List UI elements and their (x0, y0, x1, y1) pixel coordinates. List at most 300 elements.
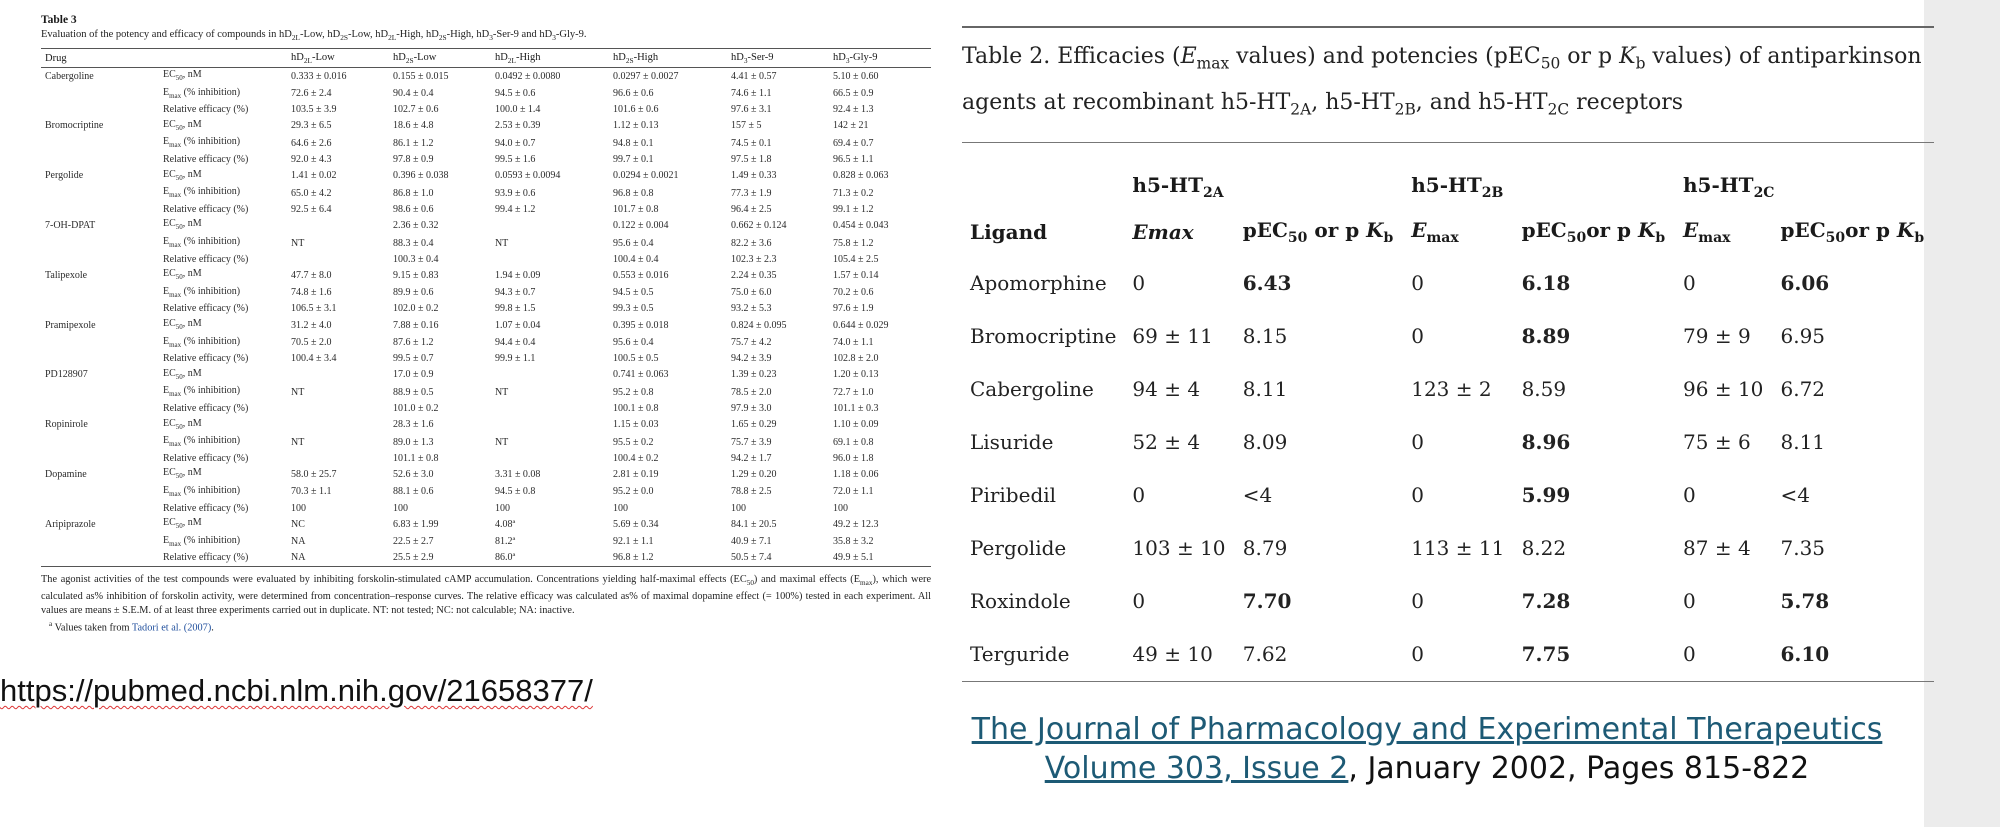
table3-parameter-cell: Relative efficacy (%) (163, 452, 249, 464)
table2-potency-cell: 8.59 (1521, 377, 1567, 402)
table3-row (41, 135, 931, 153)
table3-value-cell: 0.741 ± 0.063 (612, 369, 669, 381)
table3-value-cell: 95.6 ± 0.4 (612, 337, 654, 349)
table3-value-cell (491, 417, 609, 435)
table3-parameter-cell: $EC_{50}$, nM (163, 218, 202, 232)
table3-value-cell: 95.2 ± 0.0 (612, 486, 654, 498)
table3-drug-cell: Ropinirole (45, 419, 88, 431)
table3-value-cell: 84.1 ± 20.5 (731, 518, 777, 530)
table3-drug-cell: 7-OH-DPAT (45, 219, 96, 231)
table3-value-cell: 66.5 ± 0.9 (832, 88, 874, 100)
table2-emax-header: $E_{max}$ (1411, 217, 1459, 246)
table3-row (41, 103, 931, 118)
table2-potency-cell: 6.18 (1521, 271, 1571, 296)
table3-value-cell: 100.1 ± 0.8 (612, 402, 659, 414)
table3-drug-cell (41, 484, 159, 502)
table3-parameter-cell: Relative efficacy (%) (163, 203, 249, 215)
table2-emax-cell: 0 (1411, 430, 1424, 455)
table2-receptor-header: $h5-HT_{2C}$ (1683, 172, 1775, 201)
table3-value-cell: 0.0297 ± 0.0027 (612, 70, 679, 82)
table2-potency-cell: 7.62 (1242, 642, 1288, 667)
table3-row (41, 285, 931, 303)
table3-drug-cell (41, 135, 159, 153)
table3-label: Table 3 (41, 14, 77, 26)
table3-parameter-cell: Relative efficacy (%) (163, 253, 249, 265)
table3-value-cell: 78.5 ± 2.0 (731, 386, 772, 398)
table3-drug-cell (41, 402, 159, 417)
table2-emax-cell: 113 ± 11 (1411, 536, 1505, 561)
table3-parameter-cell: $EC_{50}$, nM (163, 517, 202, 531)
table3-value-cell: 4.41 ± 0.57 (731, 70, 777, 82)
table2-potency-cell: 8.11 (1242, 377, 1288, 402)
table2-potency-header: pEC$_{50}$or p $K_b$ (1521, 217, 1666, 246)
table3-column-header: $hD_{2S}$-Low (389, 49, 491, 68)
table3-parameter-cell: $E_{max}$ (% inhibition) (163, 484, 241, 498)
table3-value-cell: 88.3 ± 0.4 (392, 237, 434, 249)
table3-value-cell: 1.39 ± 0.23 (731, 369, 777, 381)
table3-drug-cell (41, 253, 159, 268)
table3-row (41, 86, 931, 104)
table3-parameter-cell: $EC_{50}$, nM (163, 467, 202, 481)
table3-value-cell: 58.0 ± 25.7 (291, 468, 337, 480)
table2-emax-cell: 0 (1132, 589, 1146, 614)
table3-value-cell: 142 ± 21 (832, 120, 869, 132)
table2-potency-header: pEC$_{50}$or p $K_b$ (1780, 217, 1925, 246)
table3-value-cell (287, 217, 389, 235)
table2-potency-cell: 8.09 (1242, 430, 1288, 455)
table3-value-cell: 65.0 ± 4.2 (291, 187, 332, 199)
table3-value-cell: 64.6 ± 2.6 (291, 137, 332, 149)
table3-column-header: Drug (41, 49, 159, 68)
table2-row (962, 469, 1934, 522)
table3-value-cell: NT (291, 436, 305, 448)
table3-value-cell: 93.9 ± 0.6 (494, 187, 536, 199)
table3-value-cell: 105.4 ± 2.5 (832, 253, 879, 265)
table3-value-cell (491, 253, 609, 268)
table3-value-cell: 74.0 ± 1.1 (832, 337, 874, 349)
table3-value-cell: 100.5 ± 0.5 (612, 353, 659, 365)
table3-value-cell: 25.5 ± 2.9 (389, 551, 491, 566)
table3-parameter-cell: $E_{max}$ (% inhibition) (163, 136, 241, 150)
table2-blank-header (962, 142, 1124, 207)
table3-drug-cell (41, 86, 159, 104)
table3-value-cell: 70.5 ± 2.0 (291, 337, 332, 349)
table3-value-cell: 102.8 ± 2.0 (832, 353, 879, 365)
table3-value-cell (287, 367, 389, 385)
table3-column-header: $hD_{2L}$-Low (287, 49, 389, 68)
table2-potency-cell: 8.89 (1521, 324, 1571, 349)
table3-drug-cell (41, 153, 159, 168)
table3-value-cell: 99.4 ± 1.2 (494, 203, 536, 215)
table3-value-cell: NT (291, 386, 305, 398)
table2-row (962, 257, 1934, 310)
table3-data-table (41, 48, 931, 567)
table3-value-cell: NC (291, 518, 305, 530)
table3-value-cell: NT (494, 386, 509, 398)
table3-value-cell: 0.828 ± 0.063 (832, 170, 889, 182)
table3-value-cell: 99.3 ± 0.5 (612, 303, 654, 315)
table3-value-cell: 82.2 ± 3.6 (731, 237, 772, 249)
table2-row (962, 628, 1934, 682)
table3-value-cell: 97.9 ± 3.0 (731, 402, 772, 414)
table2-row (962, 575, 1934, 628)
table3-drug-cell (41, 352, 159, 367)
table2-emax-cell: 103 ± 10 (1132, 536, 1226, 561)
table2-potency-cell: 8.79 (1242, 536, 1288, 561)
table3-value-cell: 99.5 ± 0.7 (392, 353, 434, 365)
table3-value-cell: 28.3 ± 1.6 (392, 419, 434, 431)
table3-row (41, 551, 931, 566)
table2-emax-cell: 0 (1683, 271, 1696, 296)
table2-figure (962, 26, 1934, 682)
table3-value-cell: 35.8 ± 3.2 (832, 536, 874, 548)
reference-prefix: Values taken from (54, 622, 130, 634)
table3-value-cell: 47.7 ± 8.0 (291, 269, 332, 281)
table3-value-cell: 96.4 ± 2.5 (731, 203, 772, 215)
table3-value-cell: 103.5 ± 3.9 (291, 104, 337, 116)
table3-column-header: $hD_3-Gly-9$ (829, 49, 931, 68)
table2-data-table (962, 142, 1934, 682)
table3-value-cell: 98.6 ± 0.6 (392, 203, 434, 215)
table3-value-cell (491, 402, 609, 417)
table2-row (962, 522, 1934, 575)
table2-potency-cell: 8.15 (1242, 324, 1288, 349)
table2-emax-cell: 96 ± 10 (1683, 377, 1764, 402)
table3-column-header: $hD_3-Ser-9$ (727, 49, 829, 68)
table3-value-cell: 1.94 ± 0.09 (494, 269, 541, 281)
table3-row (41, 185, 931, 203)
table3-value-cell: 75.0 ± 6.0 (731, 287, 772, 299)
table3-value-cell (491, 367, 609, 385)
table3-value-cell: 2.36 ± 0.32 (392, 219, 439, 231)
table3-drug-cell: Aripiprazole (45, 518, 96, 530)
table3-value-cell: 100.4 ± 0.2 (612, 452, 659, 464)
table2-receptor-row (962, 142, 1934, 207)
table2-receptor-header: $h5-HT_{2B}$ (1411, 172, 1504, 201)
table2-emax-cell: 87 ± 4 (1683, 536, 1751, 561)
table3-row (41, 168, 931, 186)
table3-value-cell: 96.0 ± 1.8 (832, 452, 874, 464)
table3-value-cell: 100.4 ± 3.4 (291, 353, 337, 365)
table3-value-cell: 49.9 ± 5.1 (829, 551, 931, 566)
table3-drug-cell (41, 384, 159, 402)
table2-potency-header: pEC$_{50}$ or p $K_b$ (1242, 217, 1394, 246)
table3-column-header (159, 49, 287, 68)
table3-value-cell: 78.8 ± 2.5 (731, 486, 772, 498)
table3-value-cell: 102.0 ± 0.2 (392, 303, 439, 315)
pubmed-url[interactable]: https://pubmed.ncbi.nlm.nih.gov/21658377/ (0, 673, 593, 708)
table3-value-cell: 3.31 ± 0.08 (494, 468, 541, 480)
table2-ligand-cell: Piribedil (970, 483, 1057, 508)
journal-link-title[interactable]: The Journal of Pharmacology and Experimental Therapeutics (971, 712, 1883, 747)
table3-value-cell: 94.2 ± 1.7 (731, 452, 772, 464)
table3-parameter-cell: Relative efficacy (%) (163, 154, 249, 166)
table3-value-cell: 94.0 ± 0.7 (494, 137, 536, 149)
table3-value-cell: 157 ± 5 (731, 120, 762, 132)
table3-value-cell: 100.3 ± 0.4 (392, 253, 439, 265)
table2-potency-cell: 5.78 (1780, 589, 1830, 614)
window-scrollbar-strip[interactable] (1924, 0, 2000, 827)
table3-value-cell: 94.5 ± 0.5 (612, 287, 654, 299)
table3-value-cell: 18.6 ± 4.8 (392, 120, 434, 132)
table3-value-cell: 0.0492 ± 0.0080 (494, 70, 561, 82)
table3-value-cell: 0.396 ± 0.038 (392, 170, 449, 182)
table3-value-cell: 96.8 ± 1.2 (609, 551, 727, 566)
table3-value-cell: NA (291, 536, 306, 548)
table3-value-cell: 95.6 ± 0.4 (612, 237, 654, 249)
table3-value-cell: 95.5 ± 0.2 (612, 436, 654, 448)
table2-potency-cell: 6.43 (1242, 271, 1292, 296)
table3-value-cell: 94.8 ± 0.1 (612, 137, 654, 149)
table3-value-cell: 77.3 ± 1.9 (731, 187, 772, 199)
table3-value-cell: 94.4 ± 0.4 (494, 337, 536, 349)
table3-value-cell: 1.12 ± 0.13 (612, 120, 659, 132)
table3-value-cell: 5.10 ± 0.60 (832, 70, 879, 82)
table3-parameter-cell: Relative efficacy (%) (163, 353, 249, 365)
table3-value-cell: 97.5 ± 1.8 (731, 154, 772, 166)
table3-row (41, 302, 931, 317)
table3-value-cell: 52.6 ± 3.0 (392, 468, 434, 480)
table3-value-cell: 75.7 ± 3.9 (731, 436, 772, 448)
table2-emax-header: Emax (1132, 219, 1194, 244)
table3-value-cell: 1.15 ± 0.03 (612, 419, 659, 431)
table3-parameter-cell: $EC_{50}$, nM (163, 367, 202, 381)
table3-value-cell: 101.1 ± 0.8 (392, 452, 439, 464)
table3-parameter-cell: $EC_{50}$, nM (163, 268, 202, 282)
table2-potency-cell: 6.06 (1780, 271, 1830, 296)
table2-emax-cell: 79 ± 9 (1683, 324, 1751, 349)
table2-emax-cell: 0 (1683, 483, 1696, 508)
table3-row (41, 317, 931, 335)
table3-value-cell: 88.1 ± 0.6 (392, 486, 434, 498)
table2-emax-cell: 0 (1683, 642, 1696, 667)
table3-value-cell: 0.0593 ± 0.0094 (494, 170, 561, 182)
table2-emax-cell: 0 (1411, 324, 1424, 349)
table3-value-cell: 2.24 ± 0.35 (731, 269, 777, 281)
table3-value-cell: 0.454 ± 0.043 (832, 219, 889, 231)
table3-row (41, 516, 931, 534)
table3-row (41, 352, 931, 367)
table3-value-cell: 100.4 ± 0.4 (612, 253, 659, 265)
table3-row (41, 335, 931, 353)
table3-value-cell: 40.9 ± 7.1 (731, 536, 772, 548)
table3-parameter-cell: Relative efficacy (%) (163, 502, 249, 514)
table3-value-cell: 75.8 ± 1.2 (832, 237, 874, 249)
table3-value-cell: 81.2ª (494, 536, 516, 548)
table3-value-cell: 22.5 ± 2.7 (392, 536, 434, 548)
reference-link[interactable]: Tadori et al. (2007) (131, 622, 212, 634)
table3-drug-cell (41, 335, 159, 353)
table3-value-cell: 94.3 ± 0.7 (494, 287, 536, 299)
table3-value-cell: 0.395 ± 0.018 (612, 319, 669, 331)
table3-value-cell: 0.0294 ± 0.0021 (612, 170, 679, 182)
journal-link-issue[interactable]: Volume 303, Issue 2 (1044, 751, 1349, 786)
table3-drug-cell: Pergolide (45, 170, 84, 182)
table3-value-cell: 70.3 ± 1.1 (291, 486, 332, 498)
table3-value-cell: 101.7 ± 0.8 (612, 203, 659, 215)
table2-potency-cell: 6.72 (1780, 377, 1826, 402)
table3-value-cell: 93.2 ± 5.3 (731, 303, 772, 315)
table3-value-cell (287, 253, 389, 268)
table2-ligand-cell: Apomorphine (970, 271, 1107, 296)
reference-suffix: . (211, 622, 214, 634)
table3-value-cell: 71.3 ± 0.2 (832, 187, 874, 199)
table3-value-cell: 99.1 ± 1.2 (832, 203, 874, 215)
table3-value-cell: 72.0 ± 1.1 (832, 486, 874, 498)
table3-row (41, 466, 931, 484)
table3-parameter-cell: $E_{max}$ (% inhibition) (163, 435, 241, 449)
table3-value-cell: 29.3 ± 6.5 (291, 120, 332, 132)
table3-value-cell: 100.0 ± 1.4 (494, 104, 541, 116)
table3-parameter-cell: $E_{max}$ (% inhibition) (163, 534, 241, 548)
table3-value-cell: 96.5 ± 1.1 (832, 154, 874, 166)
table3-value-cell: 0.824 ± 0.095 (731, 319, 787, 331)
table3-row (41, 434, 931, 452)
table3-value-cell: 1.20 ± 0.13 (832, 369, 879, 381)
table2-row (962, 363, 1934, 416)
table3-value-cell: 102.7 ± 0.6 (392, 104, 439, 116)
table3-value-cell: 31.2 ± 4.0 (291, 319, 332, 331)
table3-value-cell: 9.15 ± 0.83 (392, 269, 439, 281)
table3-value-cell (287, 402, 389, 417)
table2-row (962, 310, 1934, 363)
table2-ligand-cell: Lisuride (970, 430, 1054, 455)
table3-value-cell: 100 (291, 502, 306, 514)
table2-ligand-cell: Pergolide (970, 536, 1067, 561)
table3-value-cell: 0.662 ± 0.124 (731, 219, 787, 231)
table3-drug-cell (41, 534, 159, 552)
table3-parameter-cell: Relative efficacy (%) (159, 551, 287, 566)
table2-subheader-row (962, 207, 1934, 257)
table3-value-cell: 1.18 ± 0.06 (832, 468, 879, 480)
table3-parameter-cell: Relative efficacy (%) (163, 104, 249, 116)
table3-value-cell: 100 (392, 502, 408, 514)
table3-value-cell: 1.29 ± 0.20 (731, 468, 777, 480)
table3-value-cell: NT (494, 237, 509, 249)
table2-potency-cell: 8.22 (1521, 536, 1567, 561)
table3-value-cell: 50.5 ± 7.4 (727, 551, 829, 566)
table3-row (41, 484, 931, 502)
table2-potency-cell: 7.75 (1521, 642, 1571, 667)
table3-value-cell: 1.10 ± 0.09 (832, 419, 879, 431)
table3-value-cell: 49.2 ± 12.3 (832, 518, 879, 530)
table3-value-cell: 88.9 ± 0.5 (392, 386, 434, 398)
table3-header-row (41, 49, 931, 68)
table3-parameter-cell: $EC_{50}$, nM (163, 168, 202, 182)
table3-value-cell: 70.2 ± 0.6 (832, 287, 874, 299)
table3-drug-cell (41, 551, 159, 566)
table2-row (962, 416, 1934, 469)
table2-ligand-cell: Cabergoline (970, 377, 1094, 402)
table3-value-cell: 94.5 ± 0.6 (494, 88, 536, 100)
table3-value-cell: 100 (494, 502, 510, 514)
table3-value-cell: 90.4 ± 0.4 (392, 88, 434, 100)
table3-value-cell: 101.1 ± 0.3 (832, 402, 879, 414)
table3-drug-cell (41, 203, 159, 218)
journal-citation (948, 710, 1906, 788)
table3-value-cell: NT (291, 237, 305, 249)
table3-value-cell: 89.9 ± 0.6 (392, 287, 434, 299)
table3-row (41, 384, 931, 402)
table2-ligand-header: Ligand (970, 219, 1048, 244)
table3-value-cell: 97.6 ± 3.1 (731, 104, 772, 116)
table2-potency-cell: <4 (1242, 483, 1273, 508)
table3-value-cell: 72.7 ± 1.0 (832, 386, 874, 398)
table3-value-cell (287, 417, 389, 435)
table3-caption: Evaluation of the potency and efficacy of compounds in $hD_{2L}$-Low, $hD_{2S}$-Low, $hD_{2L}$-High, $hD_{2S}$-High, $hD_3-Ser-9$ and $hD_3-Gly-9$. (41, 29, 587, 43)
table3-parameter-cell: $EC_{50}$, nM (163, 417, 202, 431)
table2-emax-cell: 0 (1411, 642, 1424, 667)
table3-value-cell: 2.53 ± 0.39 (494, 120, 541, 132)
table3-value-cell: 100 (612, 502, 628, 514)
table3-value-cell: 69.4 ± 0.7 (832, 137, 874, 149)
table3-row (41, 118, 931, 136)
table3-value-cell: 69.1 ± 0.8 (832, 436, 874, 448)
table3-row (41, 402, 931, 417)
table3-row (41, 367, 931, 385)
table3-value-cell (287, 452, 389, 467)
table2-potency-cell: 6.95 (1780, 324, 1826, 349)
table3-value-cell: 100 (731, 502, 746, 514)
table2-emax-cell: 52 ± 4 (1132, 430, 1201, 455)
table3-drug-cell (41, 185, 159, 203)
table3-value-cell: 95.2 ± 0.8 (612, 386, 654, 398)
table3-drug-cell: PD128907 (45, 369, 88, 381)
table2-emax-header: $E_{max}$ (1683, 217, 1731, 246)
table3-row (41, 452, 931, 467)
table3-value-cell: 74.6 ± 1.1 (731, 88, 772, 100)
table2-emax-cell: 123 ± 2 (1411, 377, 1492, 402)
table2-ligand-cell: Bromocriptine (970, 324, 1117, 349)
table3-drug-cell (41, 103, 159, 118)
table2-potency-cell: 7.70 (1242, 589, 1292, 614)
table3-row (41, 534, 931, 552)
journal-date-pages: , January 2002, Pages 815-822 (1348, 751, 1810, 786)
table3-drug-cell (41, 452, 159, 467)
table3-drug-cell (41, 285, 159, 303)
table3-parameter-cell: $E_{max}$ (% inhibition) (163, 186, 241, 200)
table3-figure (41, 13, 931, 636)
table3-value-cell: 0.333 ± 0.016 (291, 70, 347, 82)
table3-parameter-cell: Relative efficacy (%) (163, 303, 249, 315)
table3-drug-cell: Talipexole (45, 269, 88, 281)
table3-value-cell: 86.8 ± 1.0 (392, 187, 434, 199)
table3-value-cell (491, 452, 609, 467)
table2-potency-cell: 5.99 (1521, 483, 1571, 508)
table3-value-cell: 96.6 ± 0.6 (612, 88, 654, 100)
table2-emax-cell: 0 (1411, 589, 1424, 614)
table3-value-cell: 1.41 ± 0.02 (291, 170, 337, 182)
table3-value-cell: 74.8 ± 1.6 (291, 287, 332, 299)
table2-emax-cell: 69 ± 11 (1132, 324, 1213, 349)
table3-value-cell: 86.0ª (491, 551, 609, 566)
table3-value-cell: 94.2 ± 3.9 (731, 353, 772, 365)
table3-reference-note (41, 617, 931, 635)
table3-value-cell: 7.88 ± 0.16 (392, 319, 439, 331)
table3-value-cell: 2.81 ± 0.19 (612, 468, 659, 480)
table2-potency-cell: 8.11 (1780, 430, 1826, 455)
table3-value-cell: 96.8 ± 0.8 (612, 187, 654, 199)
table3-value-cell: 6.83 ± 1.99 (392, 518, 439, 530)
table2-potency-cell: 8.96 (1521, 430, 1571, 455)
table3-value-cell: 92.0 ± 4.3 (291, 154, 332, 166)
table3-row (41, 417, 931, 435)
table3-value-cell: 92.5 ± 6.4 (291, 203, 332, 215)
table3-value-cell: 97.8 ± 0.9 (392, 154, 434, 166)
table2-emax-cell: 94 ± 4 (1132, 377, 1201, 402)
table2-receptor-header: $h5-HT_{2A}$ (1132, 172, 1224, 201)
table3-value-cell: NA (287, 551, 389, 566)
